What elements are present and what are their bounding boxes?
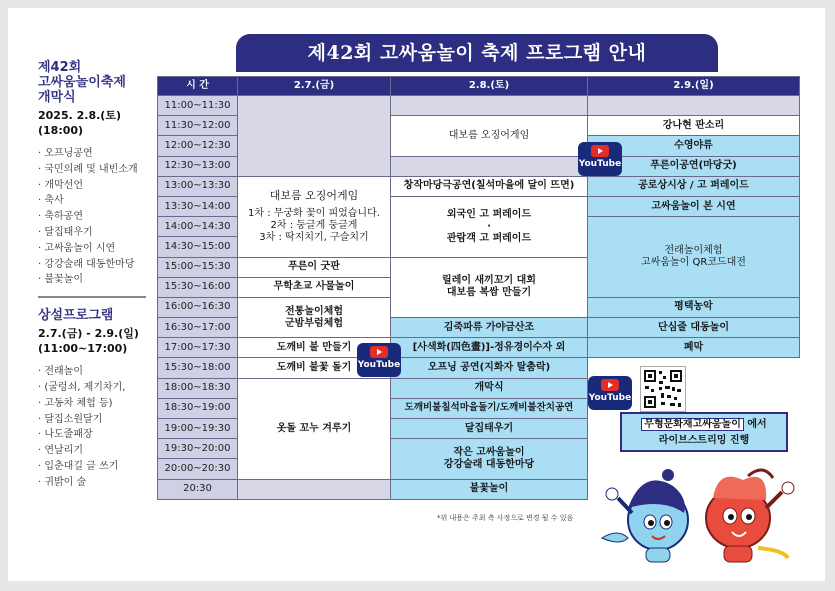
table-header-row — [158, 77, 800, 96]
time-cell: 14:00~14:30 — [158, 217, 238, 237]
permanent-list — [38, 364, 146, 490]
sat-madang: 창작마당극공연(칠석마을에 달이 뜨면) — [391, 176, 588, 196]
youtube-icon[interactable] — [588, 376, 632, 410]
live-line-1 — [622, 418, 786, 431]
fri-squid-1: 1차 : 무궁화 꽃이 피었습니다. — [248, 207, 380, 219]
list-item: · 고싸움놀이 시연 — [38, 241, 146, 257]
sat-parade-2: 관람객 고 퍼레이드 — [446, 232, 532, 244]
table-row — [158, 358, 800, 378]
sat-fireworks: 불꽃놀이 — [391, 479, 588, 499]
opening-date: 2025. 2.8.(토) — [38, 109, 121, 122]
header-sat: 2.8.(토) — [391, 77, 588, 96]
list-item: · 강강술래 대동한마당 — [38, 257, 146, 273]
time-cell: 19:00~19:30 — [158, 419, 238, 439]
list-item: · 달집소원달기 — [38, 412, 146, 428]
list-item: · 불꽃놀이 — [38, 272, 146, 288]
sat-relay-1: 릴레이 새끼꼬기 대회 — [442, 275, 536, 287]
time-cell: 14:30~15:00 — [158, 237, 238, 257]
time-cell: 18:00~18:30 — [158, 378, 238, 398]
sun-pansori: 강나현 판소리 — [588, 116, 800, 136]
sun-trad-qr: 고싸움놀이 QR코드대전 — [641, 257, 746, 268]
sat-empty — [391, 156, 588, 176]
list-item: · 개막선언 — [38, 178, 146, 194]
sat-opening-show: 오프닝 공연(지화자 탈춤락) — [391, 358, 588, 378]
fri-empty — [238, 479, 391, 499]
sat-gossaum-1: 작은 고싸움놀이 — [453, 446, 525, 458]
time-cell: 15:30~18:00 — [158, 358, 238, 378]
list-item: · 오프닝공연 — [38, 146, 146, 162]
youtube-label: YouTube — [588, 393, 632, 403]
opening-heading-2: 고싸움놀이축제 — [38, 75, 126, 90]
fri-traditional-2: 군밤부럼체험 — [285, 317, 343, 329]
play-icon — [601, 379, 619, 391]
sat-relay-2: 대보름 복쌈 만들기 — [446, 287, 532, 299]
list-item: · 축사 — [38, 193, 146, 209]
permanent-heading: 상설프로그램 — [38, 308, 114, 324]
sat-relay — [391, 257, 588, 318]
fri-squid-title: 대보름 오징어게임 — [269, 188, 359, 202]
header-sun: 2.9.(일) — [588, 77, 800, 96]
time-cell: 18:30~19:00 — [158, 398, 238, 418]
list-item: · 나도줄패장 — [38, 427, 146, 443]
fri-traditional-1: 전통놀이체험 — [285, 305, 343, 317]
list-item: · (굴렁쇠, 제기차기, — [38, 380, 146, 396]
sat-gossaum — [391, 439, 588, 479]
sat-sasaek: [사색화(四色畫)]-정유경이수자 외 — [391, 338, 588, 358]
opening-list — [38, 146, 146, 288]
time-cell: 20:00~20:30 — [158, 459, 238, 479]
table-row — [158, 338, 800, 358]
youtube-label: YouTube — [578, 159, 622, 169]
opening-time: (18:00) — [38, 124, 84, 137]
sun-closing: 폐막 — [588, 338, 800, 358]
live-streaming-notice — [620, 412, 788, 452]
live-line-1-rest: 에서 — [747, 419, 767, 430]
qr-code-icon[interactable] — [640, 366, 686, 412]
sat-gayageum: 김죽파류 가야금산조 — [391, 318, 588, 338]
time-cell: 16:00~16:30 — [158, 297, 238, 317]
sat-ceremony: 개막식 — [391, 378, 588, 398]
youtube-label: YouTube — [357, 360, 401, 370]
sat-empty — [391, 96, 588, 116]
time-cell: 15:30~16:00 — [158, 277, 238, 297]
sun-trad — [588, 217, 800, 298]
sun-pyeongtaek: 평택농악 — [588, 297, 800, 317]
youtube-icon[interactable] — [578, 142, 622, 176]
sat-parade-1: 외국인 고 퍼레이드 — [446, 208, 532, 220]
sat-goblin-show: 도깨비불칠석마을돌기/도깨비불잔치공연 — [391, 398, 588, 418]
list-item: · 축하공연 — [38, 209, 146, 225]
sun-parade: 공로상시상 / 고 퍼레이드 — [588, 176, 800, 196]
fri-puppet: 푸른이 굿판 — [238, 257, 391, 277]
opening-heading-1: 제42회 — [38, 60, 82, 75]
time-cell: 13:00~13:30 — [158, 176, 238, 196]
time-cell: 15:00~15:30 — [158, 257, 238, 277]
youtube-icon[interactable] — [357, 343, 401, 377]
opening-section — [38, 60, 146, 491]
fri-goblin-fire: 도깨비 불 만들기 — [238, 338, 391, 358]
sun-gossaum-demo: 고싸움놀이 본 시연 — [588, 196, 800, 216]
time-cell: 11:00~11:30 — [158, 96, 238, 116]
disclaimer-note: *위 내용은 주최 측 사정으로 변경 될 수 있음 — [437, 514, 574, 522]
list-item: · 귀밝이 술 — [38, 475, 146, 491]
fri-empty — [238, 96, 391, 177]
table-row — [158, 176, 800, 196]
live-line-2: 라이브스트리밍 진행 — [658, 435, 750, 446]
live-channel-name[interactable]: 무형문화재고싸움놀이 — [641, 418, 744, 431]
divider — [38, 296, 146, 298]
sat-gossaum-2: 강강술래 대동한마당 — [443, 458, 535, 470]
fri-mudang: 무학초교 사물놀이 — [238, 277, 391, 297]
fri-squid-3: 3차 : 딱지치기, 구슬치기 — [259, 231, 369, 243]
header-time: 시 간 — [158, 77, 238, 96]
sun-purun: 푸른이공연(마당굿) — [588, 156, 800, 176]
time-cell: 20:30 — [158, 479, 238, 499]
opening-heading-3: 개막식 — [38, 90, 76, 105]
fri-squid-2: 2차 : 둥글게 둥글게 — [270, 219, 358, 231]
time-cell: 12:00~12:30 — [158, 136, 238, 156]
time-cell: 12:30~13:00 — [158, 156, 238, 176]
play-icon — [591, 145, 609, 157]
list-item: · 고동차 체험 등) — [38, 396, 146, 412]
sun-suyeong: 수영야류 — [588, 136, 800, 156]
fri-goblin-firework: 도깨비 불꽃 돌기 — [238, 358, 391, 378]
mascot-illustration — [598, 458, 803, 568]
sat-parade-dot: · — [487, 220, 491, 232]
list-item: · 연날리기 — [38, 443, 146, 459]
sat-daljip: 달집태우기 — [391, 419, 588, 439]
sun-danjip: 단심줄 대동놀이 — [588, 318, 800, 338]
sat-squid: 대보름 오징어게임 — [391, 116, 588, 156]
page-title: 제42회 고싸움놀이 축제 프로그램 안내 — [236, 34, 718, 72]
table-row — [158, 96, 800, 116]
time-cell: 19:30~20:00 — [158, 439, 238, 459]
fri-squid — [238, 176, 391, 257]
time-cell: 13:30~14:00 — [158, 196, 238, 216]
list-item: · 달집태우기 — [38, 225, 146, 241]
play-icon — [370, 346, 388, 358]
list-item: · 전래놀이 — [38, 364, 146, 380]
permanent-time: (11:00~17:00) — [38, 342, 128, 356]
fri-traditional — [238, 297, 391, 337]
list-item: · 국민의례 및 내빈소개 — [38, 162, 146, 178]
time-cell: 16:30~17:00 — [158, 318, 238, 338]
permanent-date: 2.7.(금) - 2.9.(일) — [38, 327, 139, 341]
time-cell: 11:30~12:00 — [158, 116, 238, 136]
blue-mascot-icon — [602, 469, 688, 562]
sat-parade — [391, 196, 588, 257]
sun-empty — [588, 96, 800, 116]
sun-trad-title: 전래놀이체험 — [664, 245, 723, 256]
red-mascot-icon — [706, 470, 794, 562]
list-item: · 입춘대길 글 쓰기 — [38, 459, 146, 475]
time-cell: 17:00~17:30 — [158, 338, 238, 358]
fri-okdong: 옷돌 꼬누 겨루기 — [238, 378, 391, 479]
header-fri: 2.7.(금) — [238, 77, 391, 96]
